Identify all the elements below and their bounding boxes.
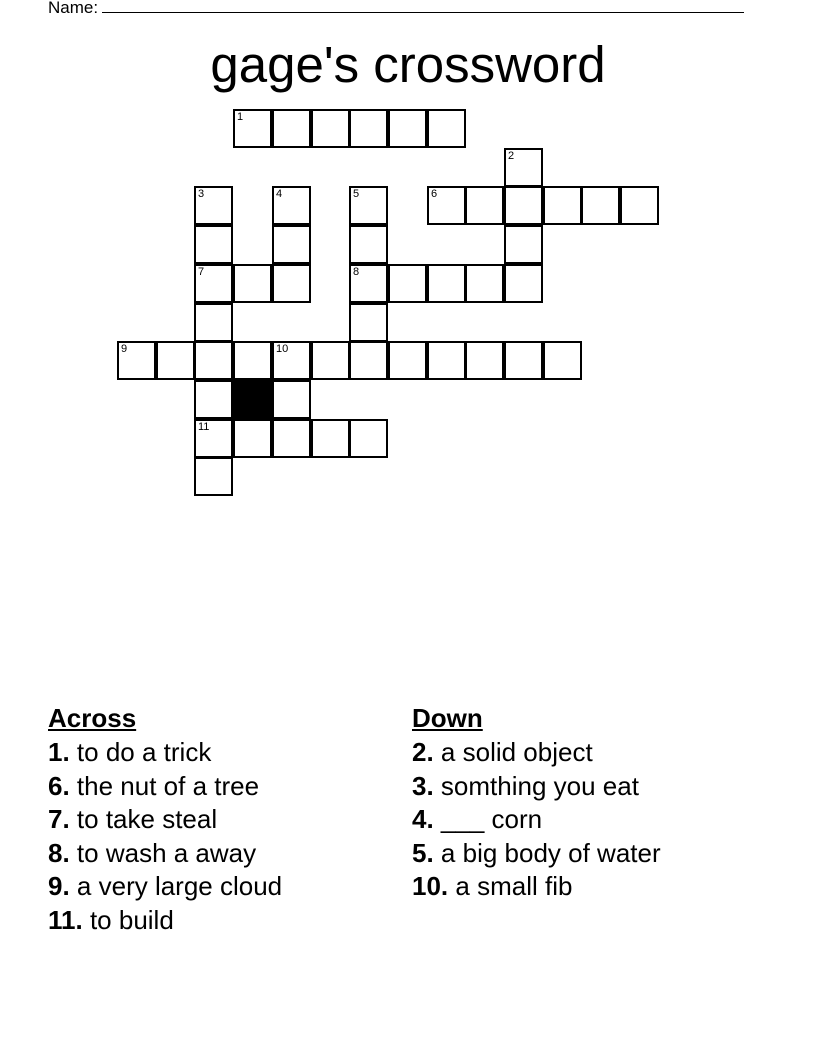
clue-number: 8. (48, 837, 70, 868)
cell-number: 9 (121, 343, 128, 355)
across-clue (48, 736, 282, 770)
down-clue (412, 837, 661, 871)
cell-number: 7 (198, 266, 205, 278)
grid-cell[interactable] (272, 264, 311, 303)
grid-cell[interactable] (233, 109, 272, 148)
grid-cell[interactable] (349, 109, 388, 148)
grid-cell[interactable] (427, 264, 466, 303)
clue-text: to build (89, 904, 174, 935)
grid-cell[interactable] (620, 186, 659, 225)
across-clues (48, 700, 282, 937)
grid-cell[interactable] (117, 341, 156, 380)
grid-cell[interactable] (194, 186, 233, 225)
grid-cell[interactable] (311, 419, 350, 458)
grid-cell[interactable] (349, 186, 388, 225)
grid-cell[interactable] (504, 186, 543, 225)
grid-cell[interactable] (272, 186, 311, 225)
clue-text: to take steal (76, 804, 218, 834)
down-clue (412, 736, 661, 770)
grid-cell[interactable] (349, 264, 388, 303)
name-label: Name: (48, 0, 99, 17)
grid-cell[interactable] (349, 341, 388, 380)
grid-cell[interactable] (543, 341, 582, 380)
grid-cell[interactable] (233, 419, 272, 458)
down-clue (412, 803, 661, 837)
cell-number: 3 (198, 188, 205, 200)
grid-cell[interactable] (194, 380, 233, 419)
grid-cell[interactable] (388, 341, 427, 380)
clue-number: 3. (412, 770, 434, 801)
across-clue (48, 904, 282, 938)
grid-cell[interactable] (504, 148, 543, 187)
cell-number: 2 (508, 150, 515, 162)
across-heading: Across (48, 703, 137, 733)
grid-cell[interactable] (504, 264, 543, 303)
clue-text: to do a trick (76, 737, 212, 767)
grid-cell[interactable] (194, 341, 233, 380)
clue-number: 5. (412, 837, 434, 868)
grid-cell[interactable] (272, 380, 311, 419)
grid-cell[interactable] (349, 303, 388, 342)
grid-cell[interactable] (156, 341, 195, 380)
black-cell (233, 380, 272, 419)
clue-text: the nut of a tree (76, 770, 260, 801)
cell-number: 11 (198, 421, 210, 433)
clue-number: 9. (48, 871, 70, 901)
grid-cell[interactable] (349, 419, 388, 458)
grid-cell[interactable] (272, 341, 311, 380)
clue-text: a very large cloud (76, 871, 283, 901)
grid-cell[interactable] (543, 186, 582, 225)
crossword-grid (0, 0, 816, 520)
clue-text: ___ corn (440, 804, 543, 834)
down-clues (412, 700, 661, 904)
grid-cell[interactable] (194, 303, 233, 342)
down-clue (412, 870, 661, 904)
clue-text: a solid object (440, 737, 593, 767)
grid-cell[interactable] (349, 225, 388, 264)
clue-text: to wash a away (76, 837, 257, 868)
grid-cell[interactable] (427, 341, 466, 380)
grid-cell[interactable] (194, 457, 233, 496)
grid-cell[interactable] (465, 341, 504, 380)
grid-cell[interactable] (504, 225, 543, 264)
clue-number: 1. (48, 737, 70, 767)
grid-cell[interactable] (311, 341, 350, 380)
page-title: gage's crossword (210, 36, 606, 93)
grid-cell[interactable] (465, 186, 504, 225)
grid-cell[interactable] (272, 109, 311, 148)
across-clue (48, 770, 282, 804)
grid-cell[interactable] (311, 109, 350, 148)
clue-number: 7. (48, 804, 70, 834)
grid-cell[interactable] (194, 225, 233, 264)
clue-text: somthing you eat (440, 770, 639, 801)
grid-cell[interactable] (427, 109, 466, 148)
down-heading: Down (412, 703, 483, 733)
cell-number: 5 (353, 188, 360, 200)
grid-cell[interactable] (388, 264, 427, 303)
grid-cell[interactable] (388, 109, 427, 148)
cell-number: 4 (276, 188, 283, 200)
across-clue (48, 837, 282, 871)
cell-number: 6 (431, 188, 438, 200)
down-clue (412, 770, 661, 804)
cell-number: 10 (276, 343, 289, 355)
grid-cell[interactable] (272, 419, 311, 458)
clue-number: 4. (412, 804, 434, 834)
cell-number: 8 (353, 266, 360, 278)
grid-cell[interactable] (272, 225, 311, 264)
across-clue (48, 870, 282, 904)
grid-cell[interactable] (194, 419, 233, 458)
clue-number: 10. (412, 871, 449, 901)
grid-cell[interactable] (194, 264, 233, 303)
grid-cell[interactable] (233, 264, 272, 303)
cell-number: 1 (237, 111, 244, 123)
grid-cell[interactable] (465, 264, 504, 303)
grid-cell[interactable] (233, 341, 272, 380)
clue-number: 2. (412, 737, 434, 767)
grid-cell[interactable] (427, 186, 466, 225)
clue-text: a big body of water (440, 837, 661, 868)
clue-number: 11. (48, 904, 83, 935)
grid-cell[interactable] (504, 341, 543, 380)
grid-cell[interactable] (581, 186, 620, 225)
clue-number: 6. (48, 770, 70, 801)
clue-text: a small fib (455, 871, 573, 901)
across-clue (48, 803, 282, 837)
